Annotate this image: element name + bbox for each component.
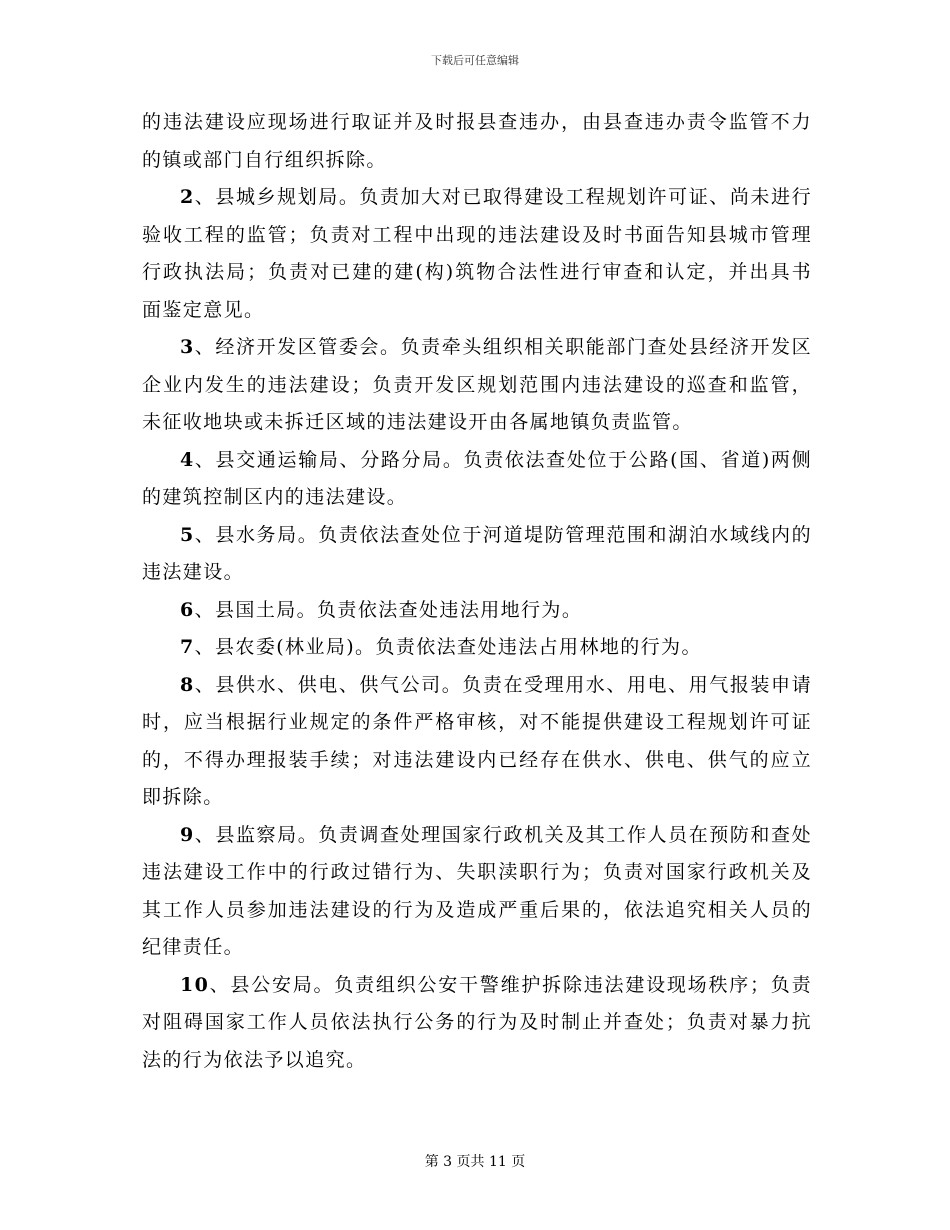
item-number: 3 xyxy=(180,336,195,358)
item-number: 6 xyxy=(180,598,195,621)
paragraph-text: 、县监察局。负责调查处理国家行政机关及其工作人员在预防和查处违法建设工作中的行政过错行为、失职渎职行为；负责对国家行政机关及其工作人员参加违法建设的行为及造成严重后果的，依法追究相关人员的纪律责任。 xyxy=(142,823,812,958)
paragraph-item-10 xyxy=(142,967,812,1080)
paragraph-item-3 xyxy=(142,329,812,442)
paragraph-text: 、县水务局。负责依法查处位于河道堤防管理范围和湖泊水域线内的违法建设。 xyxy=(142,523,812,583)
paragraph-item-9 xyxy=(142,817,812,967)
item-number: 4 xyxy=(180,448,195,471)
paragraph-item-6 xyxy=(142,592,812,630)
paragraph-text: 的违法建设应现场进行取证并及时报县查违办，由县查违办责令监管不力的镇或部门自行组织拆除。 xyxy=(142,111,812,171)
document-body xyxy=(142,104,812,1079)
paragraph-continuation xyxy=(142,104,812,179)
paragraph-text: 、县城乡规划局。负责加大对已取得建设工程规划许可证、尚未进行验收工程的监管；负责对工程中出现的违法建设及时书面告知县城市管理行政执法局；负责对已建的建(构)筑物合法性进行审查和认定，并出具书面鉴定意见。 xyxy=(142,186,812,321)
paragraph-text: 、县农委(林业局)。负责依法查处违法占用林地的行为。 xyxy=(194,636,702,658)
paragraph-item-5 xyxy=(142,517,812,592)
paragraph-item-4 xyxy=(142,442,812,517)
paragraph-item-7 xyxy=(142,629,812,667)
paragraph-text: 、经济开发区管委会。负责牵头组织相关职能部门查处县经济开发区企业内发生的违法建设；负责开发区规划范围内违法建设的巡查和监管，未征收地块或未拆迁区域的违法建设开由各属地镇负责监管。 xyxy=(142,336,812,433)
paragraph-text: 、县公安局。负责组织公安干警维护拆除违法建设现场秩序；负责对阻碍国家工作人员依法执行公务的行为及时制止并查处；负责对暴力抗法的行为依法予以追究。 xyxy=(142,973,812,1071)
item-number: 7 xyxy=(180,636,195,658)
paragraph-text: 、县供水、供电、供气公司。负责在受理用水、用电、用气报装申请时，应当根据行业规定的条件严格审核，对不能提供建设工程规划许可证的，不得办理报装手续；对违法建设内已经存在供水、供电、供气的应立即拆除。 xyxy=(142,673,812,808)
item-number: 2 xyxy=(180,186,195,208)
item-number: 9 xyxy=(180,823,195,846)
page-header: 下载后可任意编辑 xyxy=(431,54,519,67)
item-number: 10 xyxy=(180,973,210,996)
paragraph-text: 、县交通运输局、分路分局。负责依法查处位于公路(国、省道)两侧的建筑控制区内的违法建设。 xyxy=(142,448,812,508)
paragraph-item-2 xyxy=(142,179,812,329)
paragraph-text: 、县国土局。负责依法查处违法用地行为。 xyxy=(194,598,583,621)
page-footer: 第 3 页共 11 页 xyxy=(424,1154,526,1170)
item-number: 5 xyxy=(180,523,195,546)
item-number: 8 xyxy=(180,673,195,696)
paragraph-item-8 xyxy=(142,667,812,817)
